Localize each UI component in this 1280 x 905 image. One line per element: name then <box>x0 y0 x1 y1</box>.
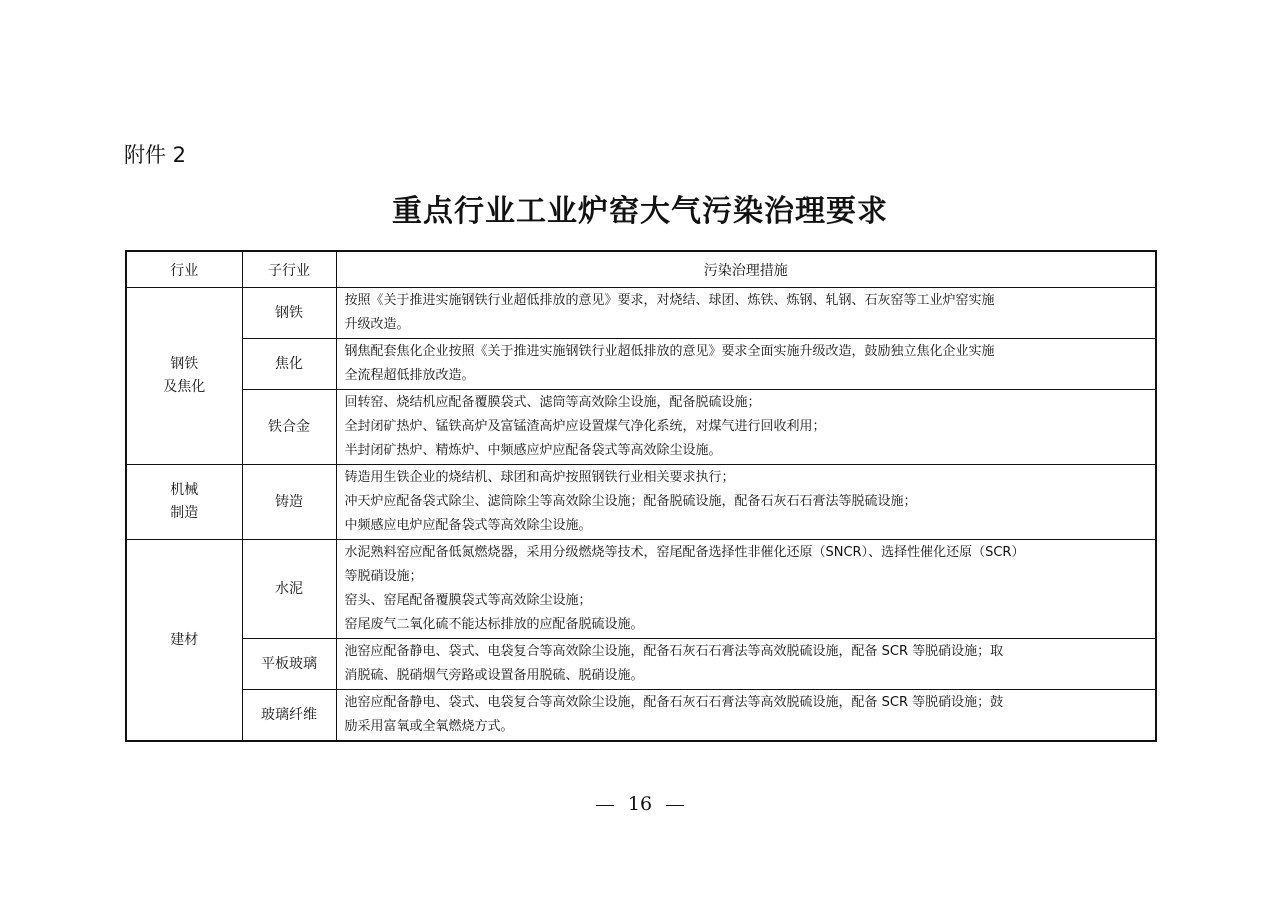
page-footer <box>0 791 1280 817</box>
measures-cell <box>336 288 1156 339</box>
table-row <box>126 540 1156 639</box>
industry-cell-machinery <box>126 465 242 540</box>
measure-line: 水泥熟料窑应配备低氮燃烧器，采用分级燃烧等技术，窑尾配备选择性非催化还原（SNCR）、选择性催化还原（SCR） <box>344 545 1025 560</box>
table-row <box>126 465 1156 540</box>
table-row <box>126 390 1156 465</box>
measures-cell <box>336 390 1156 465</box>
attachment-label: 附件 2 <box>124 143 187 167</box>
measures-cell <box>336 339 1156 390</box>
measure-line: 冲天炉应配备袋式除尘、滤筒除尘等高效除尘设施；配备脱硫设施，配备石灰石石膏法等脱硫设施； <box>344 494 917 509</box>
measure-line: 全封闭矿热炉、锰铁高炉及富锰渣高炉应设置煤气净化系统，对煤气进行回收利用； <box>344 419 826 434</box>
measures-cell <box>336 639 1156 690</box>
header-sub-industry: 子行业 <box>242 251 336 288</box>
measure-line: 回转窑、烧结机应配备覆膜袋式、滤筒等高效除尘设施，配备脱硫设施； <box>344 395 761 410</box>
document-title: 重点行业工业炉窑大气污染治理要求 <box>392 194 888 229</box>
sub-industry-cell: 铁合金 <box>242 390 336 465</box>
measure-line: 中频感应电炉应配备袋式等高效除尘设施。 <box>344 518 592 533</box>
sub-industry-cell: 焦化 <box>242 339 336 390</box>
measure-line: 窑头、窑尾配备覆膜袋式等高效除尘设施； <box>344 593 592 608</box>
industry-cell-building-materials <box>126 540 242 742</box>
industry-name-line: 钢铁 <box>170 356 199 372</box>
measures-cell <box>336 540 1156 639</box>
page-dash-left <box>596 805 614 806</box>
measure-line: 池窑应配备静电、袋式、电袋复合等高效除尘设施，配备石灰石石膏法等高效脱硫设施，配备 SCR 等脱硝设施；取 <box>344 644 1004 659</box>
measure-line: 消脱硫、脱硝烟气旁路或设置备用脱硫、脱硝设施。 <box>344 668 644 683</box>
measures-cell <box>336 465 1156 540</box>
measure-line: 等脱硝设施； <box>344 569 423 584</box>
sub-industry-cell: 水泥 <box>242 540 336 639</box>
header-industry: 行业 <box>126 251 242 288</box>
measure-line: 钢焦配套焦化企业按照《关于推进实施钢铁行业超低排放的意见》要求全面实施升级改造，鼓励独立焦化企业实施 <box>344 344 995 359</box>
measure-line: 窑尾废气二氧化硫不能达标排放的应配备脱硫设施。 <box>344 617 644 632</box>
measure-line: 铸造用生铁企业的烧结机、球团和高炉按照钢铁行业相关要求执行； <box>344 470 735 485</box>
industry-name-line: 建材 <box>170 631 199 648</box>
page-number: 16 <box>627 793 653 815</box>
industry-cell-steel-coking <box>126 288 242 465</box>
measure-line: 半封闭矿热炉、精炼炉、中频感应炉应配备袋式等高效除尘设施。 <box>344 443 722 458</box>
table-row <box>126 639 1156 690</box>
table-row <box>126 690 1156 742</box>
sub-industry-cell: 钢铁 <box>242 288 336 339</box>
industry-name-line: 及焦化 <box>163 379 206 395</box>
industry-name-line: 机械 <box>170 482 199 498</box>
header-measures: 污染治理措施 <box>336 251 1156 288</box>
measures-cell <box>336 690 1156 742</box>
measure-line: 全流程超低排放改造。 <box>344 368 475 383</box>
table-row <box>126 339 1156 390</box>
page-dash-right <box>666 805 684 806</box>
sub-industry-cell: 玻璃纤维 <box>242 690 336 742</box>
sub-industry-cell: 平板玻璃 <box>242 639 336 690</box>
measure-line: 池窑应配备静电、袋式、电袋复合等高效除尘设施，配备石灰石石膏法等高效脱硫设施，配备 SCR 等脱硝设施；鼓 <box>344 695 1004 710</box>
industry-name-line: 制造 <box>170 505 199 521</box>
sub-industry-cell: 铸造 <box>242 465 336 540</box>
measure-line: 励采用富氧或全氧燃烧方式。 <box>344 719 514 734</box>
measure-line: 升级改造。 <box>344 317 410 332</box>
table-row <box>126 288 1156 339</box>
requirements-table <box>125 250 1157 742</box>
table-header-row <box>126 251 1156 288</box>
measure-line: 按照《关于推进实施钢铁行业超低排放的意见》要求，对烧结、球团、炼铁、炼钢、轧钢、石灰窑等工业炉窑实施 <box>344 293 995 308</box>
